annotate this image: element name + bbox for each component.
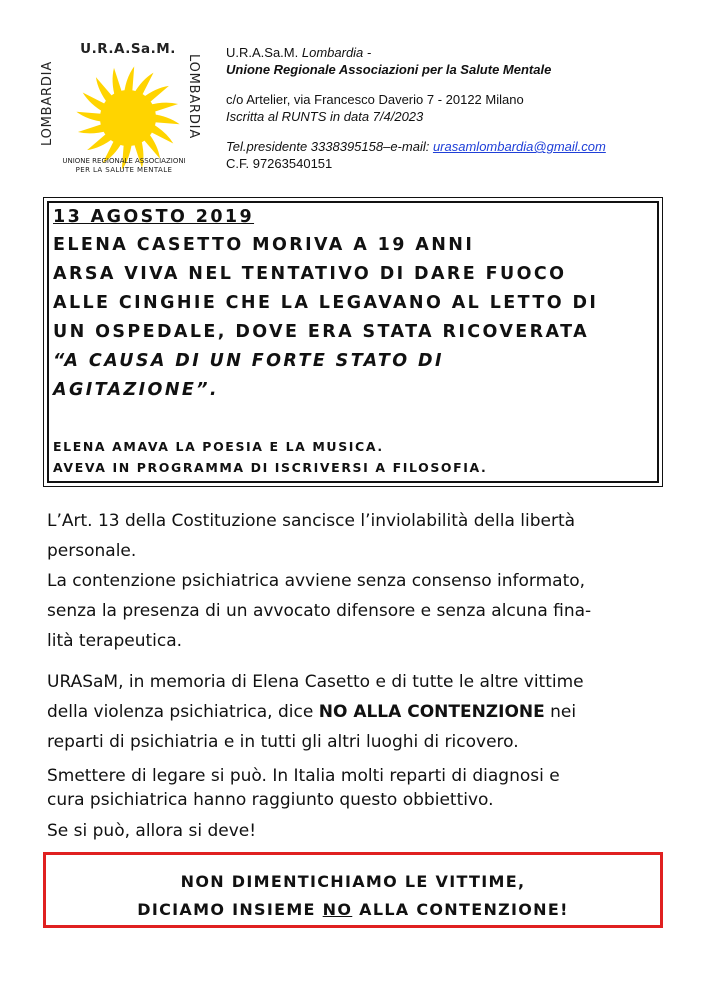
org-phone: Tel.presidente 3338395158–e-mail:	[226, 139, 433, 154]
logo-caption-line2: PER LA SALUTE MENTALE	[75, 166, 173, 174]
sun-logo-icon	[38, 40, 206, 180]
org-full-name-text: Unione Regionale Associazioni per la Salute Mentale	[226, 61, 552, 77]
cta-no-underlined: NO	[322, 900, 353, 919]
paragraph-conclusion	[47, 816, 667, 846]
cta-text: DICIAMO INSIEME	[137, 900, 323, 919]
paragraph-line: lità terapeutica.	[47, 631, 183, 651]
memorial-line: ELENA CASETTO MORIVA A 19 ANNI	[53, 235, 475, 255]
org-contacts	[226, 139, 606, 156]
cta-line-2	[46, 900, 660, 919]
paragraph-line: Smettere di legare si può. In Italia molti reparti di diagnosi e	[47, 766, 560, 786]
memorial-box	[43, 197, 663, 487]
call-to-action-box	[43, 852, 663, 928]
paragraph-line: L’Art. 13 della Costituzione sancisce l’inviolabilità della libertà	[47, 511, 576, 531]
memorial-quote-line: “A CAUSA DI UN FORTE STATO DI	[53, 351, 444, 371]
paragraph-text: della violenza psichiatrica, dice	[47, 702, 319, 722]
paragraph-line: La contenzione psichiatrica avviene senza consenso informato,	[47, 571, 586, 591]
memorial-box-inner	[47, 201, 659, 483]
email-link[interactable]: urasamlombardia@gmail.com	[432, 139, 606, 154]
paragraph-contention	[47, 566, 667, 656]
cta-line-1: NON DIMENTICHIAMO LE VITTIME,	[180, 872, 526, 891]
paragraph-stop-binding	[47, 764, 667, 812]
paragraph-line: senza la presenza di un avvocato difensore e senza alcuna fina-	[47, 601, 592, 621]
organization-info	[226, 45, 606, 172]
paragraph-line: personale.	[47, 541, 137, 561]
memorial-line: UN OSPEDALE, DOVE ERA STATA RICOVERATA	[53, 322, 590, 342]
paragraph-line: URASaM, in memoria di Elena Casetto e di tutte le altre vittime	[47, 672, 584, 692]
memorial-note: ELENA AMAVA LA POESIA E LA MUSICA.	[53, 439, 384, 454]
org-name-line	[226, 45, 606, 62]
paragraph-art13	[47, 506, 667, 566]
memorial-quote-line: AGITAZIONE”.	[53, 380, 219, 400]
paragraph-line: reparti di psichiatria e in tutti gli altri luoghi di ricovero.	[47, 732, 519, 752]
memorial-line: ALLE CINGHIE CHE LA LEGAVANO AL LETTO DI	[53, 293, 599, 313]
memorial-line: ARSA VIVA NEL TENTATIVO DI DARE FUOCO	[53, 264, 567, 284]
org-registration	[226, 109, 606, 126]
logo-side-left: LOMBARDIA	[40, 60, 55, 146]
org-full-name	[226, 62, 606, 79]
paragraph-urasam	[47, 667, 667, 757]
paragraph-line: cura psichiatrica hanno raggiunto questo obbiettivo.	[47, 790, 494, 810]
cta-text: ALLA CONTENZIONE!	[352, 900, 569, 919]
urasam-logo	[38, 40, 206, 180]
org-name-italic: Lombardia -	[301, 45, 372, 60]
paragraph-line: Se si può, allora si deve!	[47, 821, 257, 841]
logo-title: U.R.A.Sa.M.	[80, 41, 176, 57]
sun-core	[100, 90, 156, 146]
org-registration-text: Iscritta al RUNTS in data 7/4/2023	[226, 108, 424, 124]
paragraph-text: nei	[544, 702, 577, 722]
logo-side-right: LOMBARDIA	[186, 54, 201, 140]
org-fiscal-code: C.F. 97263540151	[226, 155, 333, 171]
memorial-date: 13 AGOSTO 2019	[53, 207, 255, 227]
logo-caption-line1: UNIONE REGIONALE ASSOCIAZIONI	[62, 157, 186, 165]
memorial-note: AVEVA IN PROGRAMMA DI ISCRIVERSI A FILOSOFIA.	[53, 460, 488, 475]
org-address: c/o Artelier, via Francesco Daverio 7 - 20122 Milano	[226, 92, 524, 107]
paragraph-line	[47, 697, 667, 727]
org-name-plain: U.R.A.Sa.M.	[226, 45, 302, 60]
no-contention-emphasis: NO ALLA CONTENZIONE	[318, 702, 545, 722]
